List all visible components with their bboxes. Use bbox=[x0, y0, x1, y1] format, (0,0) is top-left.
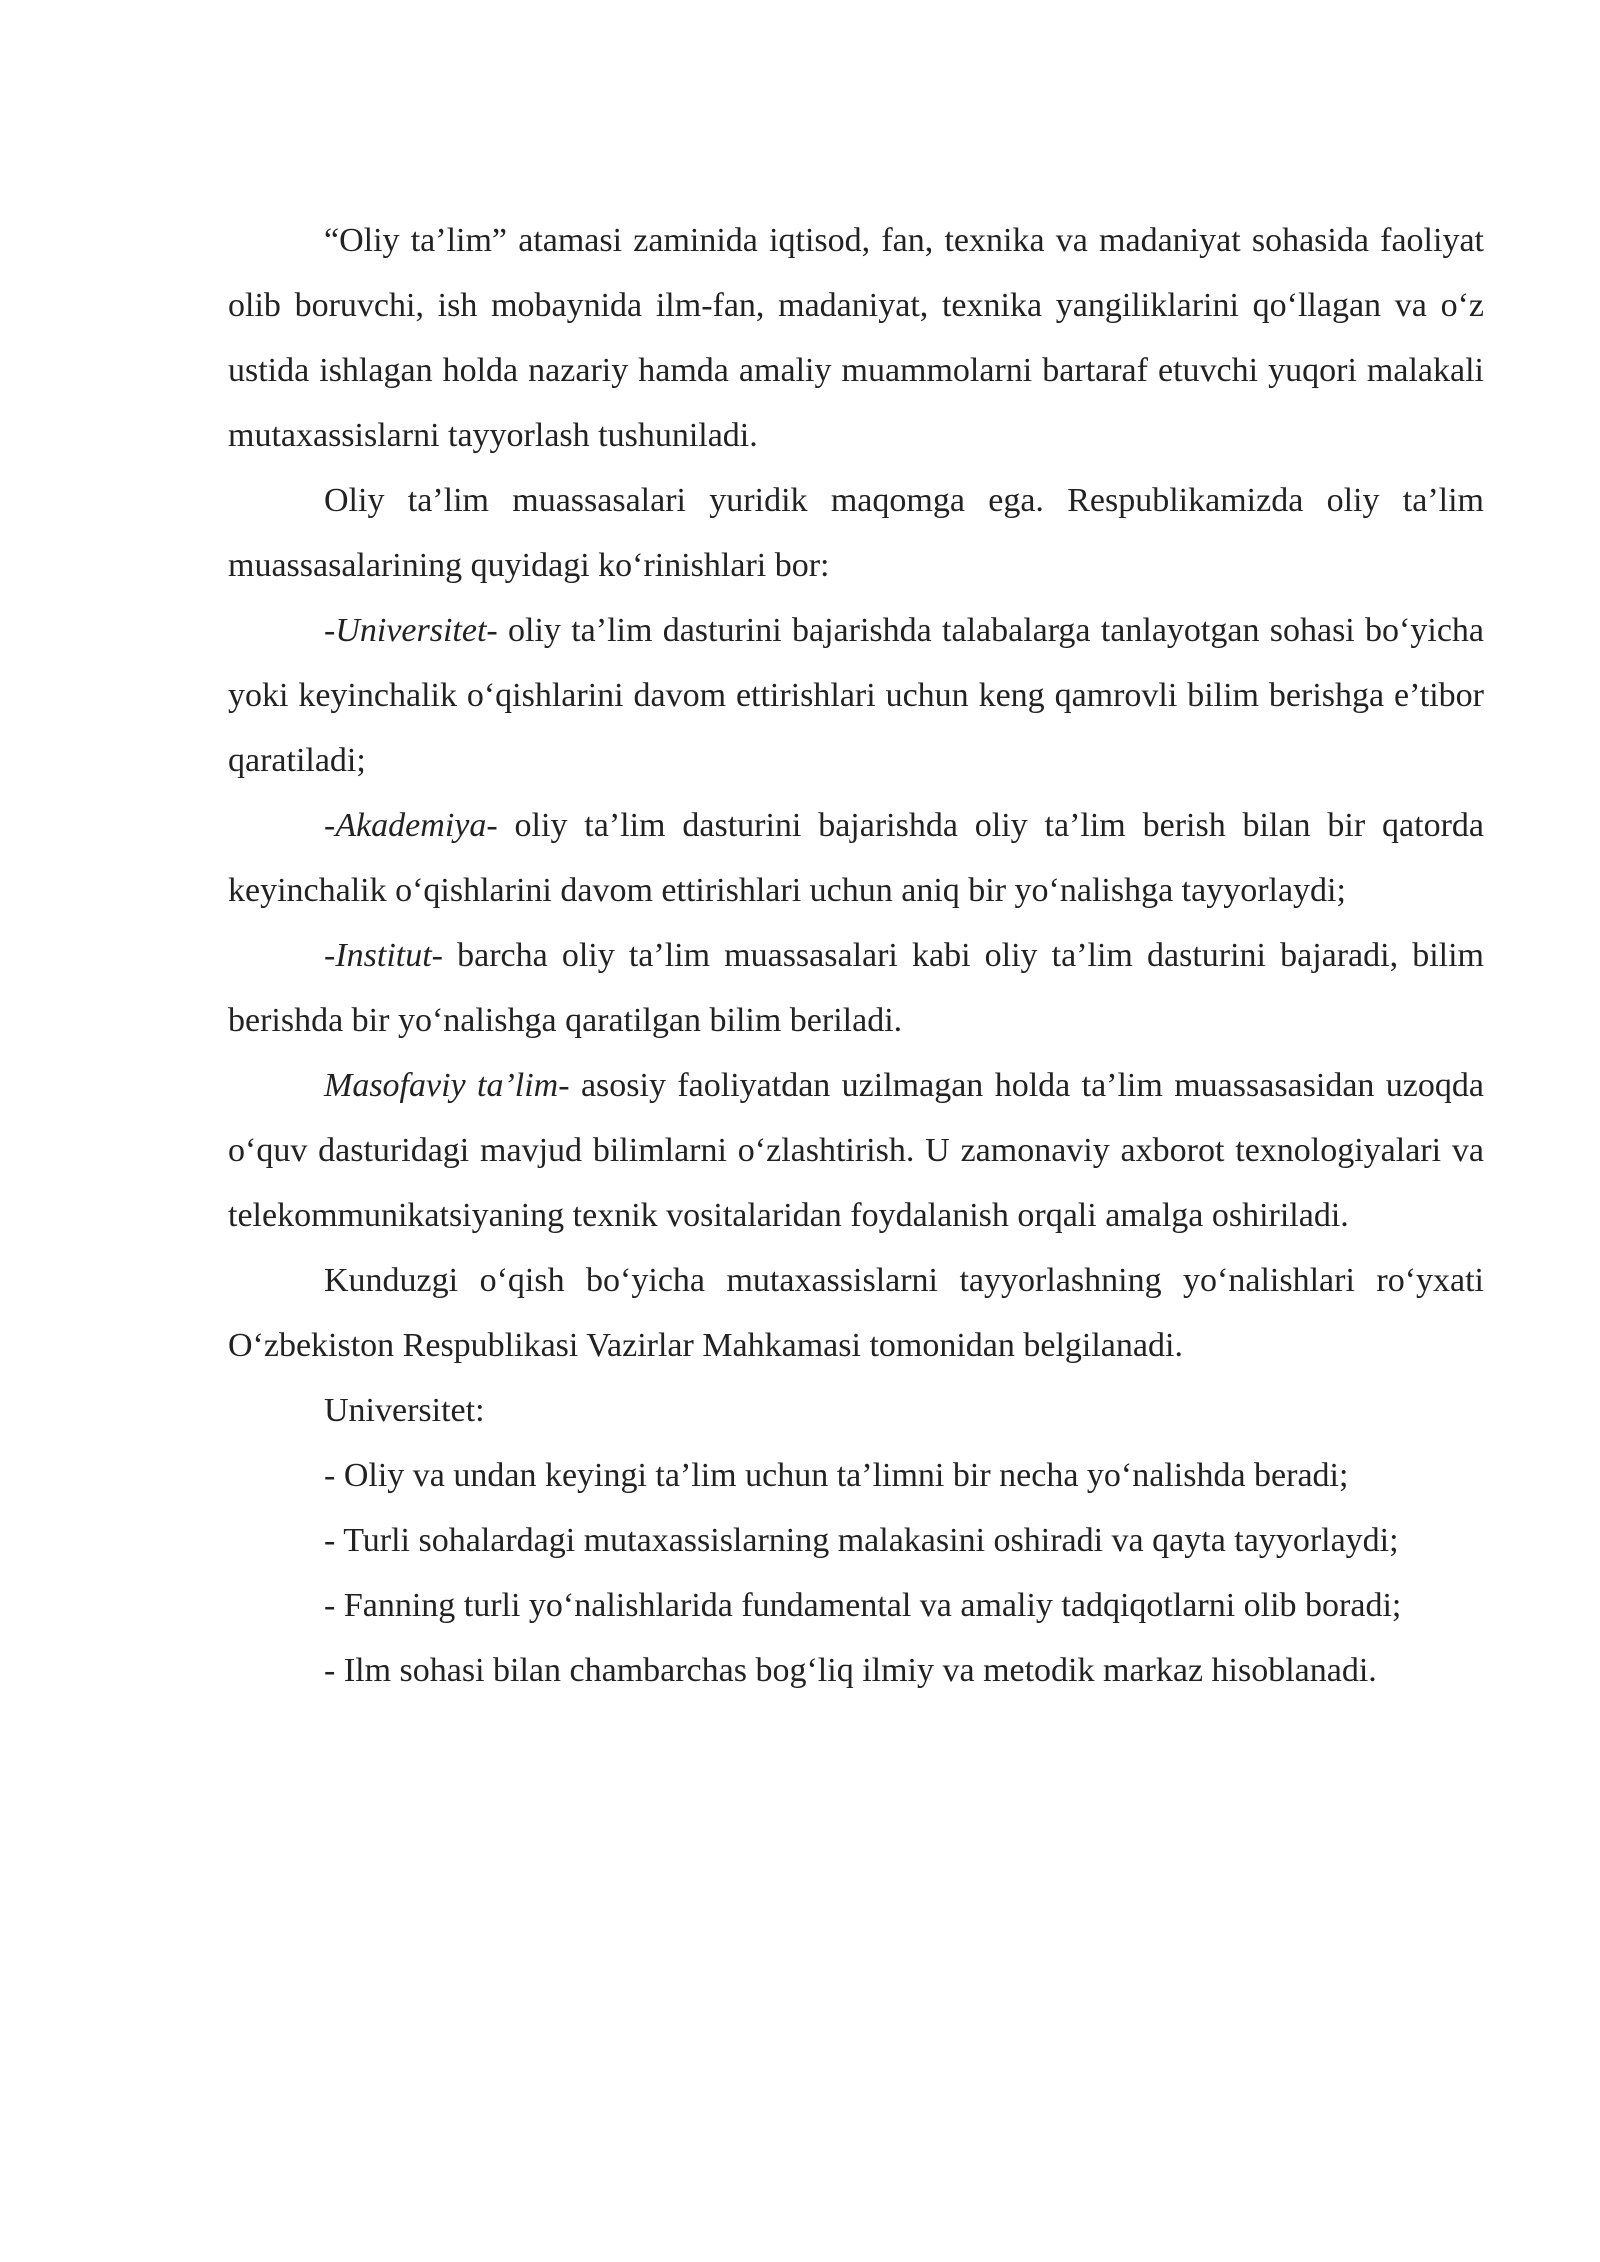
term-masofaviy: Masofaviy ta’lim- bbox=[324, 1067, 570, 1104]
paragraph-text: - Ilm sohasi bilan chambarchas bog‘liq ilmiy va metodik markaz hisoblanadi. bbox=[324, 1652, 1377, 1689]
paragraph-universitet-heading bbox=[228, 1378, 1484, 1443]
paragraph-institut bbox=[228, 923, 1484, 1053]
document-page bbox=[228, 208, 1484, 1703]
list-item bbox=[228, 1508, 1484, 1573]
paragraph-text: - Fanning turli yo‘nalishlarida fundamental va amaliy tadqiqotlarni olib boradi; bbox=[324, 1587, 1402, 1624]
term-akademiya: -Akademiya- bbox=[324, 807, 498, 844]
paragraph-masofaviy bbox=[228, 1053, 1484, 1248]
paragraph-text: Universitet: bbox=[324, 1392, 485, 1429]
term-universitet: -Universitet- bbox=[324, 612, 498, 649]
paragraph-text: “Oliy ta’lim” atamasi zaminida iqtisod, fan, texnika va madaniyat sohasida faoliyat olib boruvchi, ish mobaynida ilm-fan, madaniyat, texnika yangiliklarini qo‘llagan va o‘z ustida ishlagan holda nazariy hamda amaliy muammolarni bartaraf etuvchi yuqori malakali mutaxassislarni tayyorlash tushuniladi. bbox=[228, 222, 1484, 454]
paragraph-text: Oliy ta’lim muassasalari yuridik maqomga ega. Respublikamizda oliy ta’lim muassasalarining quyidagi ko‘rinishlari bor: bbox=[228, 482, 1484, 584]
paragraph-definition bbox=[228, 208, 1484, 468]
paragraph-kunduzgi bbox=[228, 1248, 1484, 1378]
paragraph-text: asosiy faoliyatdan uzilmagan holda ta’lim muassasasidan uzoqda o‘quv dasturidagi mavjud bilimlarni o‘zlashtirish. U zamonaviy axborot texnologiyalari va telekommunikatsiyaning texnik vositalaridan foydalanish orqali amalga oshiriladi. bbox=[228, 1067, 1484, 1234]
paragraph-universitet bbox=[228, 598, 1484, 793]
paragraph-akademiya bbox=[228, 793, 1484, 923]
paragraph-text: oliy ta’lim dasturini bajarishda talabalarga tanlayotgan sohasi bo‘yicha yoki keyinchalik o‘qishlarini davom ettirishlari uchun keng qamrovli bilim berishga e’tibor qaratiladi; bbox=[228, 612, 1484, 779]
paragraph-text: - Oliy va undan keyingi ta’lim uchun ta’limni bir necha yo‘nalishda beradi; bbox=[324, 1457, 1349, 1494]
list-item bbox=[228, 1443, 1484, 1508]
paragraph-text: oliy ta’lim dasturini bajarishda oliy ta’lim berish bilan bir qatorda keyinchalik o‘qishlarini davom ettirishlari uchun aniq bir yo‘nalishga tayyorlaydi; bbox=[228, 807, 1484, 909]
list-item bbox=[228, 1638, 1484, 1703]
paragraph-text: barcha oliy ta’lim muassasalari kabi oliy ta’lim dasturini bajaradi, bilim berishda bir yo‘nalishga qaratilgan bilim beriladi. bbox=[228, 937, 1484, 1039]
paragraph-text: Kunduzgi o‘qish bo‘yicha mutaxassislarni tayyorlashning yo‘nalishlari ro‘yxati O‘zbekiston Respublikasi Vazirlar Mahkamasi tomonidan belgilanadi. bbox=[228, 1262, 1484, 1364]
term-institut: -Institut- bbox=[324, 937, 443, 974]
paragraph-institution-types bbox=[228, 468, 1484, 598]
list-item bbox=[228, 1573, 1484, 1638]
paragraph-text: - Turli sohalardagi mutaxassislarning malakasini oshiradi va qayta tayyorlaydi; bbox=[324, 1522, 1399, 1559]
